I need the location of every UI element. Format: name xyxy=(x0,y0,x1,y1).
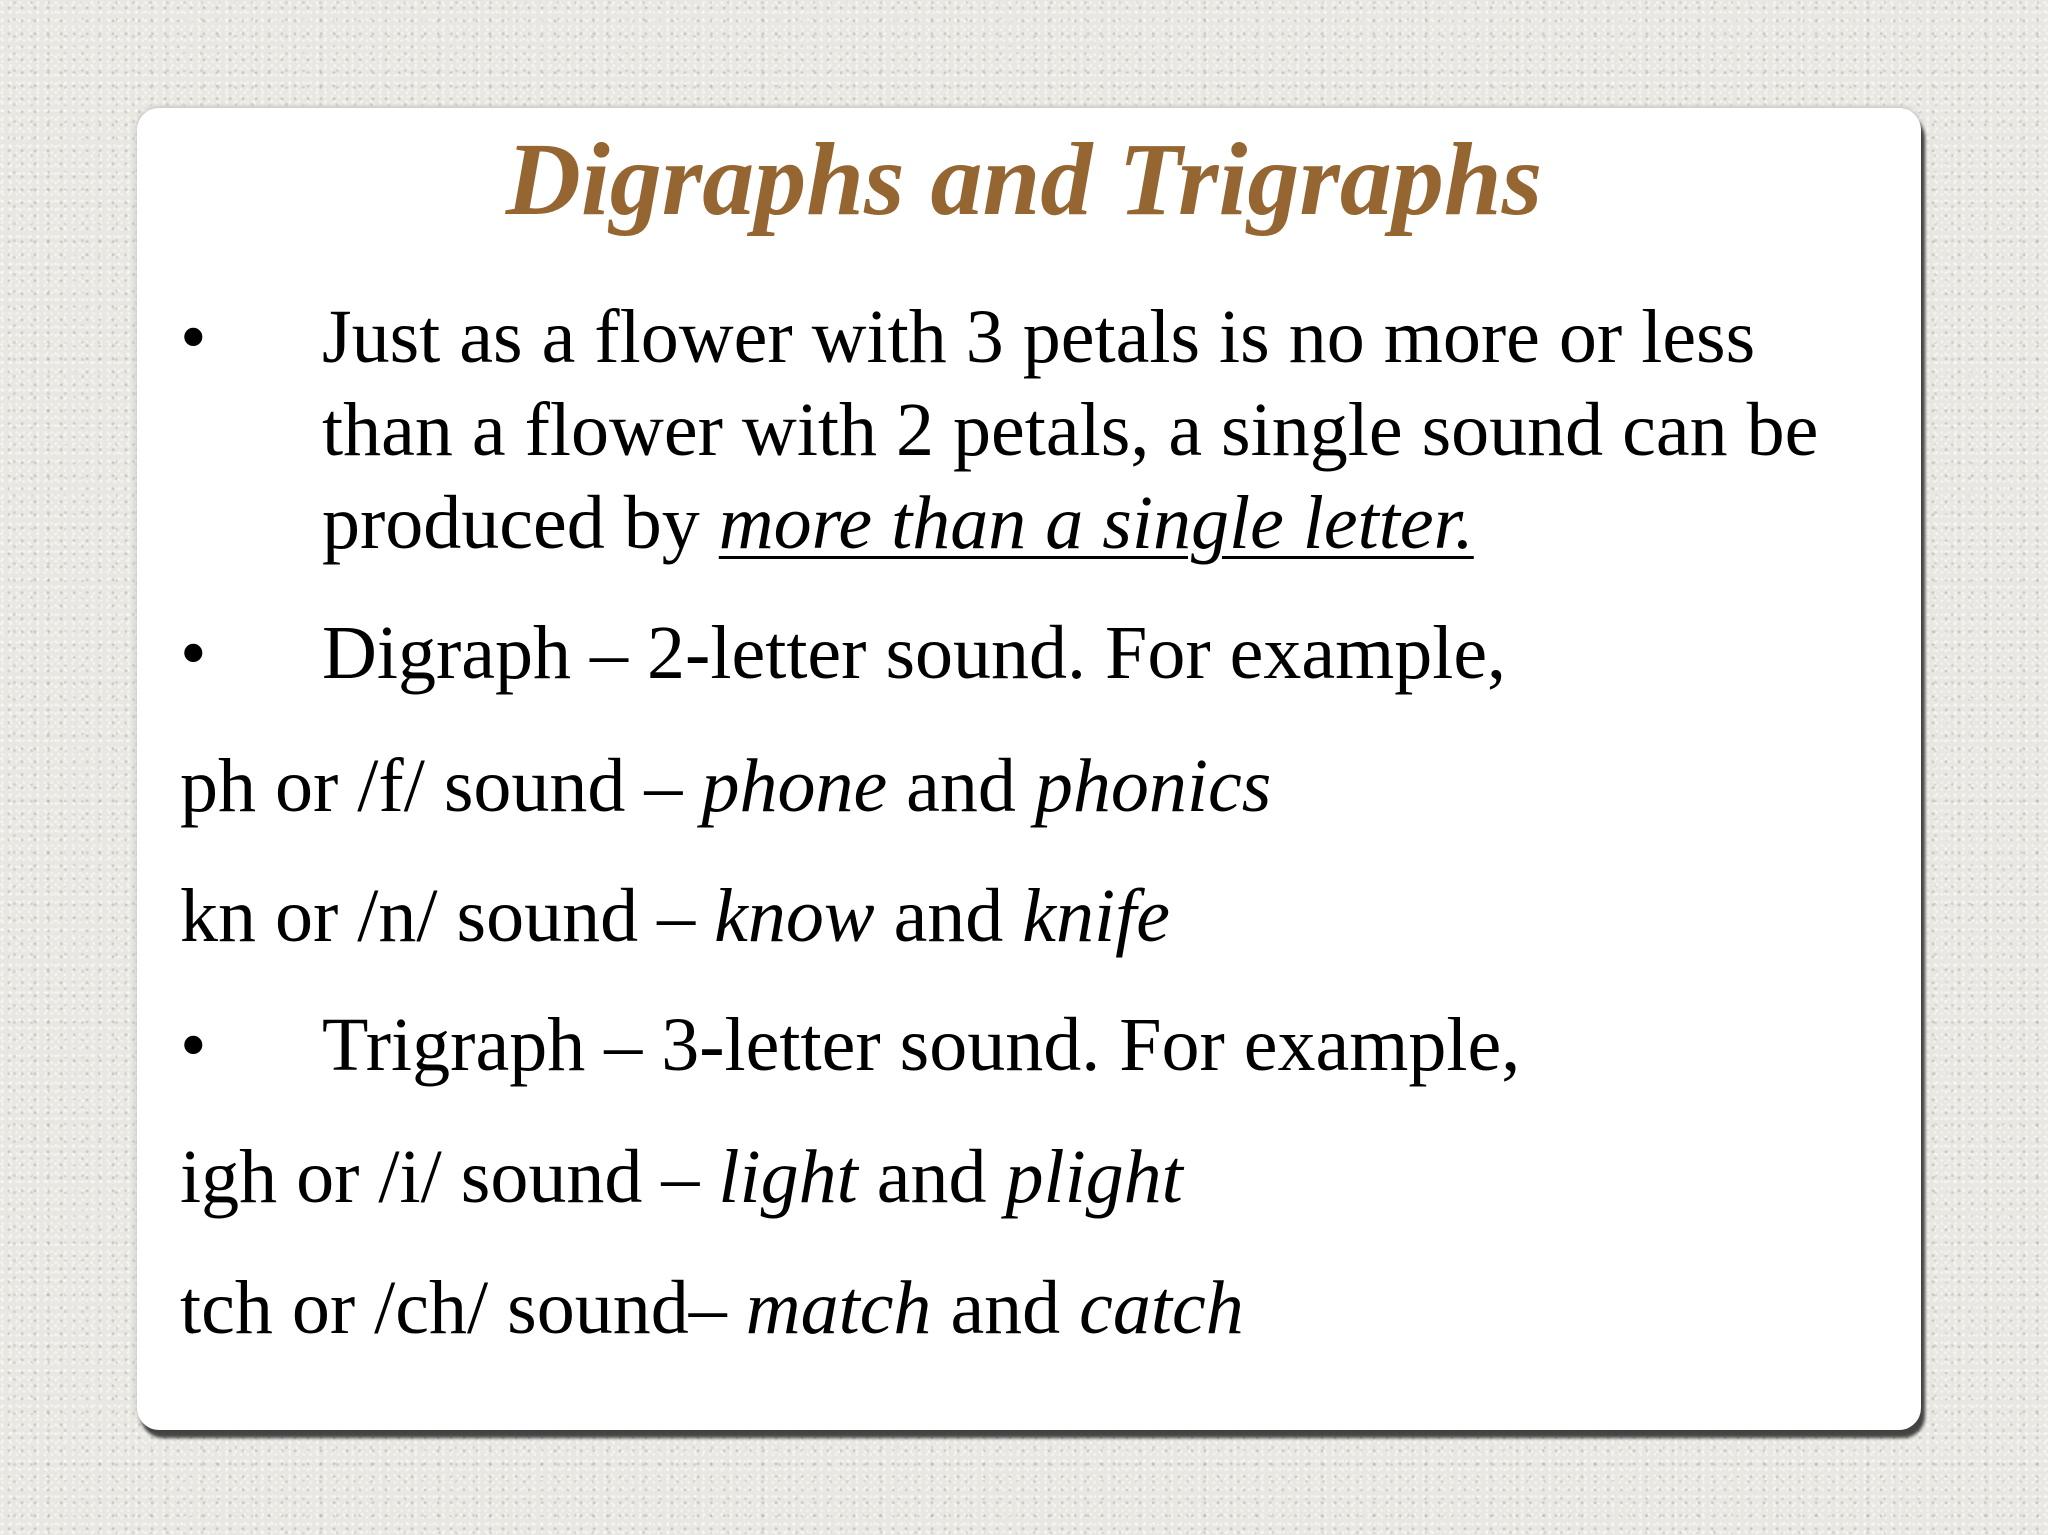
bullet-marker: • xyxy=(180,1003,207,1087)
example-word: light xyxy=(718,1135,858,1219)
example-prefix: igh or /i/ sound – xyxy=(180,1135,719,1219)
example-word: match xyxy=(745,1266,932,1350)
example-joiner: and xyxy=(931,1266,1080,1350)
example-prefix: tch or /ch/ sound– xyxy=(180,1266,746,1350)
example-word: plight xyxy=(1005,1135,1183,1219)
example-word: phonics xyxy=(1034,744,1272,828)
bullet-emphasis: more than a single letter. xyxy=(718,481,1474,565)
example-line-ph xyxy=(180,740,1880,833)
example-joiner: and xyxy=(874,874,1023,958)
example-line-tch xyxy=(180,1262,1880,1355)
slide-title: Digraphs and Trigraphs xyxy=(505,122,1543,237)
example-prefix: kn or /n/ sound – xyxy=(180,874,715,958)
example-line-igh xyxy=(180,1131,1880,1224)
example-word: phone xyxy=(701,744,888,828)
bullet-marker: • xyxy=(180,611,207,695)
example-word: catch xyxy=(1079,1266,1244,1350)
bullet-text xyxy=(322,291,1882,570)
example-joiner: and xyxy=(857,1135,1006,1219)
bullet-text-main: Just as a flower with 3 petals is no more or less than a flower with 2 petals, a single sound can be produced by xyxy=(322,295,1819,565)
bullet-text: Trigraph – 3-letter sound. For example, xyxy=(322,1003,1521,1087)
example-prefix: ph or /f/ sound – xyxy=(180,744,702,828)
example-line-kn xyxy=(180,870,1880,963)
example-word: know xyxy=(714,874,875,958)
bullet-text: Digraph – 2-letter sound. For example, xyxy=(322,611,1507,695)
example-word: knife xyxy=(1022,874,1170,958)
example-joiner: and xyxy=(887,744,1035,828)
bullet-marker: • xyxy=(180,295,207,379)
